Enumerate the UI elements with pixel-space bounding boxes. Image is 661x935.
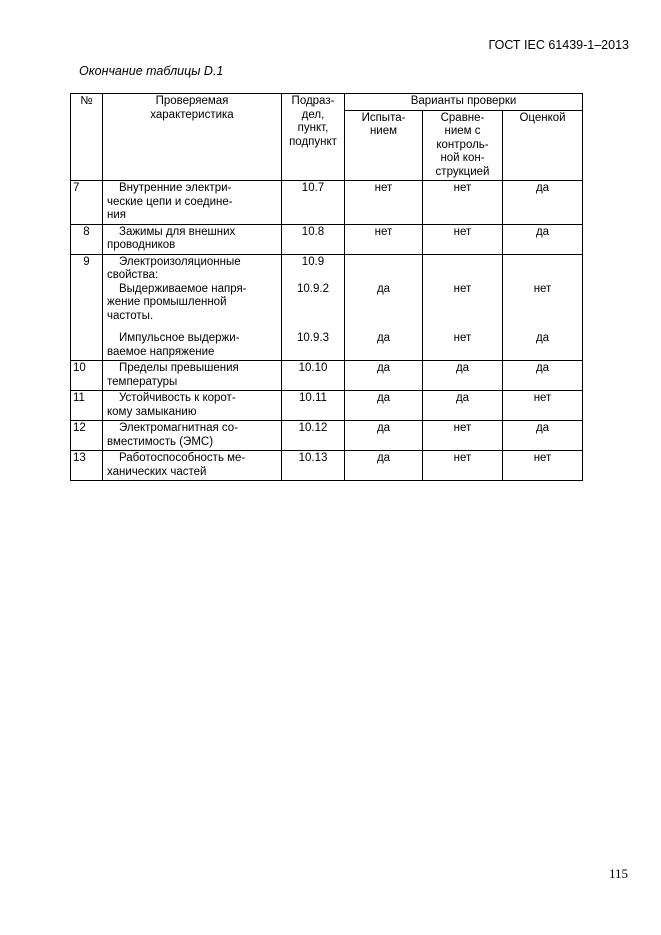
row-assess bbox=[503, 254, 583, 361]
characteristic-line: Электроизоляционные bbox=[119, 255, 241, 268]
row-characteristic bbox=[103, 254, 282, 361]
table-row bbox=[71, 181, 583, 225]
row-assess: да bbox=[503, 361, 583, 391]
header-num: № bbox=[71, 94, 103, 181]
row-compare: нет bbox=[423, 224, 503, 254]
characteristic-line: ваемое напряжение bbox=[107, 345, 215, 358]
header-compare-line: нием с bbox=[444, 125, 481, 137]
subsection-value: 10.9 bbox=[301, 255, 325, 268]
header-characteristic-line: Проверяемая bbox=[155, 95, 229, 107]
characteristic-line: Внутренние электри- bbox=[119, 182, 232, 194]
row-compare: да bbox=[423, 391, 503, 421]
row-characteristic bbox=[103, 361, 282, 391]
row-test: нет bbox=[345, 181, 423, 225]
row-assess: нет bbox=[503, 391, 583, 421]
table-row bbox=[71, 451, 583, 481]
table-row bbox=[71, 254, 583, 361]
characteristic-line: частоты. bbox=[107, 309, 154, 322]
characteristic-line: Выдерживаемое напря- bbox=[119, 282, 247, 295]
characteristic-line: Электромагнитная со- bbox=[119, 422, 239, 434]
row-subsection bbox=[282, 254, 345, 361]
row-test: да bbox=[345, 391, 423, 421]
table-row bbox=[71, 421, 583, 451]
row-compare: нет bbox=[423, 421, 503, 451]
characteristic-line: ния bbox=[107, 209, 127, 221]
header-compare bbox=[423, 110, 503, 181]
compare-value: нет bbox=[453, 282, 472, 295]
assess-value: нет bbox=[533, 282, 552, 295]
header-compare-line: контроль- bbox=[436, 138, 489, 151]
characteristic-line: вместимость (ЭМС) bbox=[107, 435, 214, 448]
row-num: 13 bbox=[71, 451, 103, 481]
standard-designation: ГОСТ IEC 61439-1–2013 bbox=[488, 38, 629, 52]
row-num: 10 bbox=[71, 361, 103, 391]
row-test bbox=[345, 254, 423, 361]
assess-value: да bbox=[535, 332, 550, 344]
test-value: да bbox=[376, 282, 391, 295]
characteristic-line: кому замыканию bbox=[107, 405, 197, 418]
row-assess: нет bbox=[503, 451, 583, 481]
subsection-value: 10.9.2 bbox=[297, 282, 329, 295]
row-subsection: 10.7 bbox=[282, 181, 345, 225]
row-characteristic bbox=[103, 451, 282, 481]
compare-value: нет bbox=[453, 332, 472, 344]
header-test-line: нием bbox=[369, 125, 398, 137]
characteristic-line: Пределы превышения bbox=[119, 362, 239, 374]
row-characteristic bbox=[103, 181, 282, 225]
row-compare: нет bbox=[423, 451, 503, 481]
characteristic-line: жение промышленной bbox=[107, 296, 227, 308]
header-compare-line: струкцией bbox=[435, 165, 490, 178]
header-subsection-line: дел, bbox=[301, 108, 325, 121]
header-subsection-line: Подраз- bbox=[291, 95, 335, 107]
header-compare-line: ной кон- bbox=[440, 152, 485, 164]
row-num: 8 bbox=[71, 224, 103, 254]
characteristic-line: Устойчивость к корот- bbox=[119, 392, 236, 404]
verification-table bbox=[70, 93, 583, 481]
characteristic-line: ханических частей bbox=[107, 465, 207, 478]
characteristic-line: Импульсное выдержи- bbox=[119, 332, 240, 344]
table-row bbox=[71, 361, 583, 391]
row-characteristic bbox=[103, 391, 282, 421]
header-assess: Оценкой bbox=[503, 110, 583, 181]
table-header-row bbox=[71, 94, 583, 111]
row-compare: да bbox=[423, 361, 503, 391]
table-row bbox=[71, 391, 583, 421]
row-characteristic bbox=[103, 421, 282, 451]
header-variants: Варианты проверки bbox=[345, 94, 583, 111]
characteristic-line: свойства: bbox=[107, 269, 159, 281]
row-subsection: 10.12 bbox=[282, 421, 345, 451]
characteristic-line: ческие цепи и соедине- bbox=[107, 195, 233, 208]
header-subsection-line: подпункт bbox=[289, 135, 337, 148]
characteristic-line: температуры bbox=[107, 375, 178, 388]
row-test: да bbox=[345, 421, 423, 451]
row-subsection: 10.8 bbox=[282, 224, 345, 254]
header-subsection-line: пункт, bbox=[297, 122, 329, 134]
row-compare: нет bbox=[423, 181, 503, 225]
table-row bbox=[71, 224, 583, 254]
characteristic-line: Работоспособность ме- bbox=[119, 452, 246, 464]
header-subsection bbox=[282, 94, 345, 181]
row-num: 9 bbox=[71, 254, 103, 361]
header-compare-line: Сравне- bbox=[440, 111, 485, 124]
header-test bbox=[345, 110, 423, 181]
row-num: 12 bbox=[71, 421, 103, 451]
header-test-line: Испыта- bbox=[361, 111, 406, 124]
characteristic-line: проводников bbox=[107, 239, 176, 251]
row-num: 7 bbox=[71, 181, 103, 225]
header-characteristic-line: характеристика bbox=[150, 108, 234, 121]
characteristic-line: Зажимы для внешних bbox=[119, 225, 236, 238]
table-caption: Окончание таблицы D.1 bbox=[79, 64, 224, 78]
row-assess: да bbox=[503, 421, 583, 451]
row-test: да bbox=[345, 451, 423, 481]
row-characteristic bbox=[103, 224, 282, 254]
subsection-value: 10.9.3 bbox=[297, 332, 329, 344]
row-num: 11 bbox=[71, 391, 103, 421]
row-compare bbox=[423, 254, 503, 361]
test-value: да bbox=[376, 332, 391, 344]
row-assess: да bbox=[503, 181, 583, 225]
row-assess: да bbox=[503, 224, 583, 254]
row-test: нет bbox=[345, 224, 423, 254]
row-subsection: 10.11 bbox=[282, 391, 345, 421]
row-subsection: 10.13 bbox=[282, 451, 345, 481]
header-characteristic bbox=[103, 94, 282, 181]
page-number: 115 bbox=[608, 866, 628, 881]
row-subsection: 10.10 bbox=[282, 361, 345, 391]
row-test: да bbox=[345, 361, 423, 391]
